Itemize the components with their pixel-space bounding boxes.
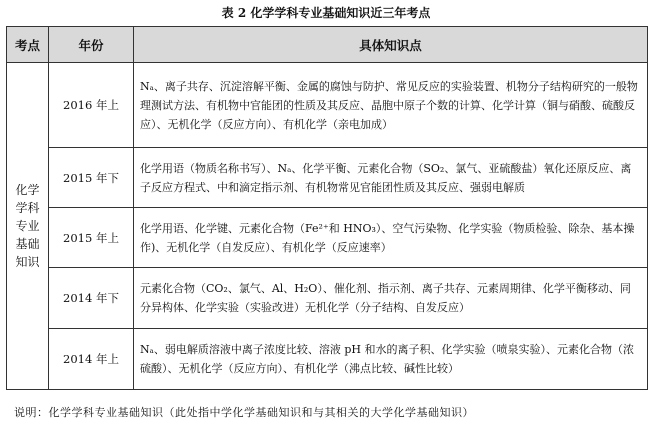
knowledge-cell: 化学用语（物质名称书写）、Nₐ、化学平衡、元素化合物（SO₂、氯气、亚硫酸盐）氧化还原反应、离子反应方程式、中和滴定指示剂、有机物常见官能团性质及其反应、强弱电解质 [134, 148, 648, 208]
knowledge-cell: Nₐ、弱电解质溶液中离子浓度比较、溶液 pH 和水的离子积、化学实验（喷泉实验）、元素化合物（浓硫酸）、无机化学（反应方向）、有机化学（沸点比较、碱性比较） [134, 329, 648, 390]
table-row [7, 208, 648, 268]
table-row [7, 148, 648, 208]
year-cell: 2014 年上 [49, 329, 134, 390]
knowledge-cell: Nₐ、离子共存、沉淀溶解平衡、金属的腐蚀与防护、常见反应的实验装置、机物分子结构研究的一般物理测试方法、有机物中官能团的性质及其反应、晶胞中原子个数的计算、化学计算（铜与硝酸、硫酸反应）、无机化学（反应方向）、有机化学（亲电加成） [134, 63, 648, 148]
table-row [7, 268, 648, 329]
exam-topics-table [6, 26, 648, 390]
header-year: 年份 [49, 27, 134, 63]
table-header-row [7, 27, 648, 63]
table-note: 说明：化学学科专业基础知识（此处指中学化学基础知识和与其相关的大学化学基础知识） [14, 406, 474, 419]
year-cell: 2016 年上 [49, 63, 134, 148]
header-knowledge: 具体知识点 [134, 27, 648, 63]
table-caption: 表 2 化学学科专业基础知识近三年考点 [221, 6, 431, 20]
year-cell: 2015 年下 [49, 148, 134, 208]
category-cell: 化学学科专业基础知识 [7, 63, 49, 390]
year-cell: 2014 年下 [49, 268, 134, 329]
knowledge-cell: 元素化合物（CO₂、氯气、Al、H₂O）、催化剂、指示剂、离子共存、元素周期律、化学平衡移动、同分异构体、化学实验（实验改进）无机化学（分子结构、自发反应） [134, 268, 648, 329]
header-topic: 考点 [7, 27, 49, 63]
year-cell: 2015 年上 [49, 208, 134, 268]
table-row [7, 329, 648, 390]
knowledge-cell: 化学用语、化学键、元素化合物（Fe²⁺和 HNO₃）、空气污染物、化学实验（物质检验、除杂、基本操作)、无机化学（自发反应）、有机化学（反应速率） [134, 208, 648, 268]
table-row [7, 63, 648, 148]
